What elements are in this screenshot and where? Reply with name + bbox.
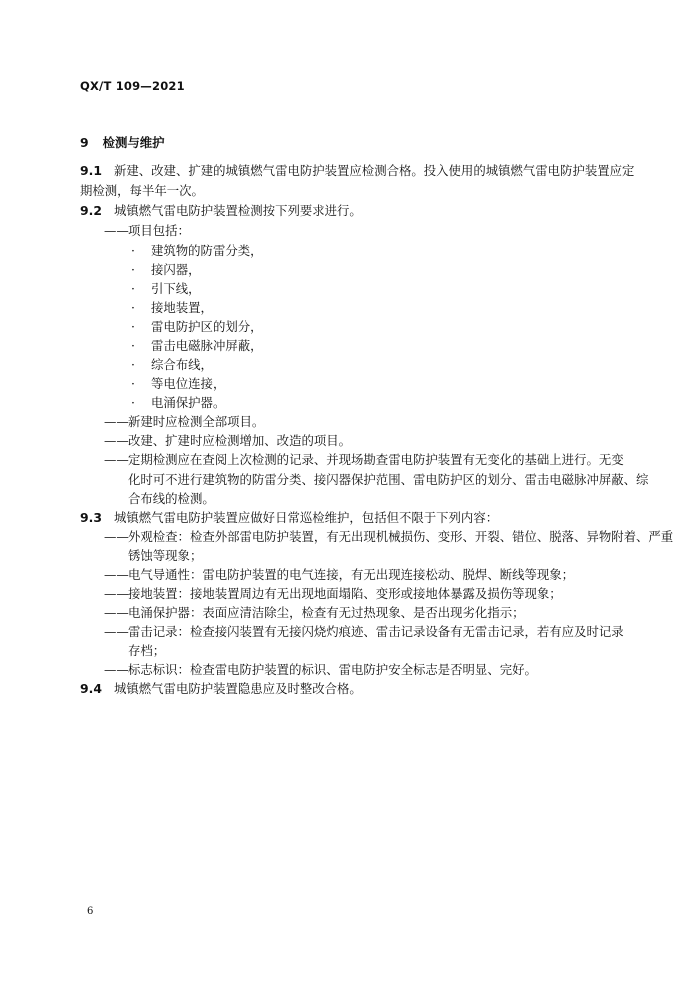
dash-item-continuation: 锈蚀等现象；: [128, 548, 203, 563]
clause-text: 城镇燃气雷电防护装置检测按下列要求进行。: [114, 203, 362, 218]
clause-text: 城镇燃气雷电防护装置隐患应及时整改合格。: [114, 681, 362, 696]
bullet-item: [131, 337, 263, 355]
clause-number: 9.4: [80, 681, 102, 696]
bullet-text: 引下线，: [151, 281, 201, 296]
section-number: 9: [80, 135, 89, 150]
dash-item-continuation: 存档；: [128, 643, 166, 658]
bullet-text: 接闪器，: [151, 262, 201, 277]
clause-text: 城镇燃气雷电防护装置应做好日常巡检维护，包括但不限于下列内容：: [114, 510, 499, 525]
dash-glyph: ——: [104, 567, 129, 582]
dash-item-continuation: 化时可不进行建筑物的防雷分类、接闪器保护范围、雷电防护区的划分、雷击电磁脉冲屏蔽、综: [128, 472, 649, 487]
section-title: 检测与维护: [102, 135, 165, 150]
dash-item: [104, 413, 264, 431]
dash-glyph: ——: [104, 414, 129, 429]
dash-text: 定期检测应在查阅上次检测的记录、并现场勘查雷电防护装置有无变化的基础上进行。无变: [128, 452, 624, 467]
bullet-icon: ·: [131, 300, 135, 315]
bullet-text: 综合布线，: [151, 357, 213, 372]
bullet-icon: ·: [131, 262, 135, 277]
bullet-icon: ·: [131, 319, 135, 334]
standard-number: QX/T 109—2021: [80, 79, 185, 93]
dash-glyph: ——: [104, 605, 129, 620]
clause-9-3: [80, 509, 498, 527]
bullet-text: 接地装置，: [151, 300, 213, 315]
dash-glyph: ——: [104, 624, 129, 639]
clause-9-1-line-1: [80, 162, 634, 180]
dash-item-continuation: 合布线的检测。: [128, 491, 215, 506]
bullet-text: 电涌保护器。: [151, 395, 226, 410]
dash-text: 改建、扩建时应检测增加、改造的项目。: [128, 433, 352, 448]
dash-glyph: ——: [104, 662, 129, 677]
clause-number: 9.2: [80, 203, 102, 218]
bullet-icon: ·: [131, 395, 135, 410]
bullet-text: 雷电防护区的划分，: [151, 319, 263, 334]
dash-item: [104, 604, 525, 622]
clause-9-2: [80, 202, 362, 220]
dash-glyph: ——: [104, 223, 129, 238]
dash-glyph: ——: [104, 529, 129, 544]
dash-glyph: ——: [104, 452, 129, 467]
bullet-item: [131, 299, 213, 317]
dash-item: [104, 451, 624, 469]
bullet-icon: ·: [131, 357, 135, 372]
bullet-item: [131, 261, 201, 279]
dash-glyph: ——: [104, 433, 129, 448]
dash-item: [104, 585, 562, 603]
dash-item-items-intro: [104, 222, 190, 240]
clause-9-4: [80, 680, 362, 698]
clause-9-1-line-2: 期检测，每半年一次。: [80, 183, 204, 198]
dash-text: 外观检查：检查外部雷电防护装置，有无出现机械损伤、变形、开裂、错位、脱落、异物附着、严重: [128, 529, 674, 544]
section-heading: [80, 133, 165, 151]
bullet-item: [131, 242, 263, 260]
dash-text: 标志标识：检查雷电防护装置的标识、雷电防护安全标志是否明显、完好。: [128, 662, 537, 677]
dash-text: 新建时应检测全部项目。: [128, 414, 265, 429]
bullet-item: [131, 318, 263, 336]
bullet-icon: ·: [131, 376, 135, 391]
dash-item: [104, 661, 537, 679]
bullet-text: 等电位连接，: [151, 376, 226, 391]
bullet-text: 建筑物的防雷分类，: [151, 243, 263, 258]
dash-text: 雷击记录：检查接闪装置有无接闪烧灼痕迹、雷击记录设备有无雷击记录，若有应及时记录: [128, 624, 624, 639]
bullet-text: 雷击电磁脉冲屏蔽，: [151, 338, 263, 353]
bullet-item: [131, 375, 225, 393]
dash-item: [104, 432, 351, 450]
dash-glyph: ——: [104, 586, 129, 601]
dash-item: [104, 528, 673, 546]
bullet-icon: ·: [131, 243, 135, 258]
dash-text: 电气导通性：雷电防护装置的电气连接，有无出现连接松动、脱焊、断线等现象；: [128, 567, 575, 582]
dash-text: 电涌保护器：表面应清洁除尘，检查有无过热现象、是否出现劣化指示；: [128, 605, 525, 620]
bullet-item: [131, 394, 225, 412]
clause-text: 新建、改建、扩建的城镇燃气雷电防护装置应检测合格。投入使用的城镇燃气雷电防护装置应定: [114, 163, 635, 178]
clause-number: 9.3: [80, 510, 102, 525]
bullet-item: [131, 356, 213, 374]
dash-item: [104, 623, 624, 641]
dash-text: 接地装置：接地装置周边有无出现地面塌陷、变形或接地体暴露及损伤等现象；: [128, 586, 562, 601]
dash-item: [104, 566, 574, 584]
bullet-item: [131, 280, 201, 298]
dash-text: 项目包括：: [128, 223, 190, 238]
bullet-icon: ·: [131, 281, 135, 296]
bullet-icon: ·: [131, 338, 135, 353]
clause-number: 9.1: [80, 163, 102, 178]
page-number: 6: [87, 906, 94, 917]
